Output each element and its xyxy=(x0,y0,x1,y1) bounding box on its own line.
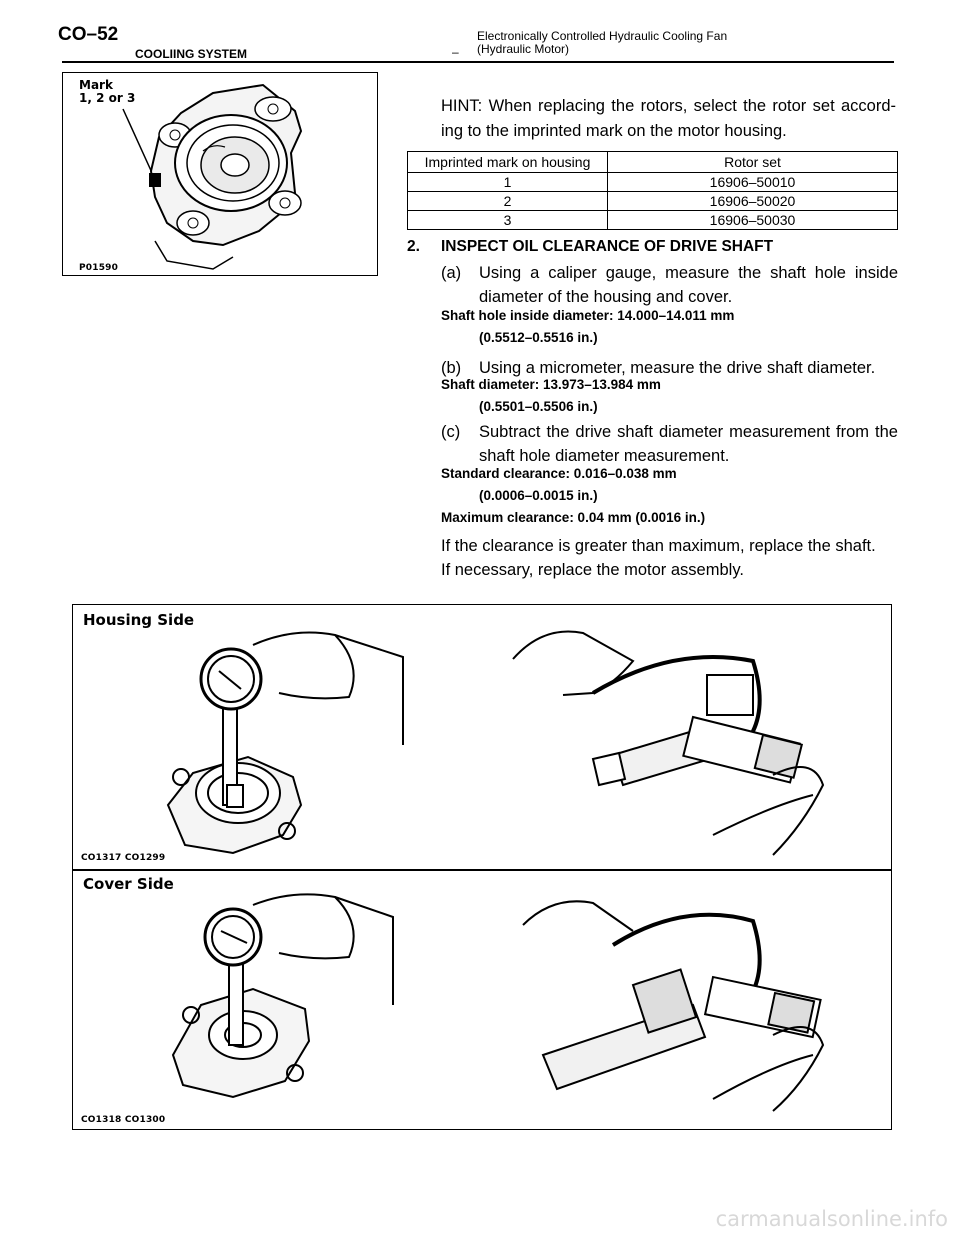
table-cell-mark: 2 xyxy=(408,192,608,211)
section-title xyxy=(477,30,727,56)
substep-a-label: (a) xyxy=(441,264,462,282)
page-number: CO–52 xyxy=(58,24,119,45)
replace-note-line2: If necessary, replace the motor assembly. xyxy=(441,561,744,579)
table-cell-mark: 3 xyxy=(408,211,608,230)
table-cell-rotor: 16906–50030 xyxy=(608,211,898,230)
substep-a xyxy=(441,261,898,309)
watermark-footer: carmanualsonline.info xyxy=(715,1207,948,1231)
section-title-line1: Electronically Controlled Hydraulic Cooling Fan xyxy=(477,29,728,43)
substep-c xyxy=(441,420,898,468)
substep-b-label: (b) xyxy=(441,359,462,377)
spec-shaft-diameter-line2: (0.5501–0.5506 in.) xyxy=(479,399,598,414)
hint-line1: HINT: When replacing the rotors, select the rotor set accord- xyxy=(441,97,896,115)
system-name: COOLIING SYSTEM xyxy=(135,47,248,61)
table-row xyxy=(408,211,898,230)
substep-a-text: Using a caliper gauge, measure the shaft hole inside diameter of the housing and cover. xyxy=(479,264,898,306)
spec-standard-clearance-inch: (0.0006–0.0015 in.) xyxy=(479,488,598,503)
mark-label-line2: 1, 2 or 3 xyxy=(79,91,136,105)
table-row xyxy=(408,173,898,192)
housing-mark-figure xyxy=(62,72,378,276)
spec-shaft-hole xyxy=(441,305,734,349)
table-cell-rotor: 16906–50010 xyxy=(608,173,898,192)
replace-note xyxy=(441,534,901,582)
hint-text xyxy=(441,94,896,144)
header-rule xyxy=(62,61,894,63)
measurement-figure xyxy=(72,604,892,1130)
table-header-mark: Imprinted mark on housing xyxy=(408,152,608,173)
section-title-line2: (Hydraulic Motor) xyxy=(477,42,570,56)
spec-maximum-clearance: Maximum clearance: 0.04 mm (0.0016 in.) xyxy=(441,510,706,525)
cover-side-title: Cover Side xyxy=(83,875,174,893)
step-title: INSPECT OIL CLEARANCE OF DRIVE SHAFT xyxy=(441,238,774,255)
mark-label-line1: Mark xyxy=(79,78,113,92)
substep-b-text: Using a micrometer, measure the drive shaft diameter. xyxy=(479,359,876,377)
housing-illustration xyxy=(63,73,378,276)
substep-c-text: Subtract the drive shaft diameter measurement from the shaft hole diameter measurement. xyxy=(479,423,898,465)
header-separator: – xyxy=(452,45,459,59)
spec-clearance xyxy=(441,463,705,529)
substep-c-label: (c) xyxy=(441,423,461,441)
housing-side-caption: CO1317 CO1299 xyxy=(81,853,166,863)
measurement-illustration xyxy=(73,605,892,1130)
step-number: 2. xyxy=(407,238,420,255)
spec-shaft-diameter-line1: Shaft diameter: 13.973–13.984 mm xyxy=(441,377,661,392)
rotor-set-table xyxy=(407,151,898,230)
figure1-caption: P01590 xyxy=(79,263,119,273)
hint-line2: ing to the imprinted mark on the motor housing. xyxy=(441,122,787,140)
spec-shaft-hole-line2: (0.5512–0.5516 in.) xyxy=(479,330,598,345)
table-header-rotor: Rotor set xyxy=(608,152,898,173)
replace-note-line1: If the clearance is greater than maximum, replace the shaft. xyxy=(441,537,876,555)
spec-standard-clearance: Standard clearance: 0.016–0.038 mm xyxy=(441,466,677,481)
table-cell-rotor: 16906–50020 xyxy=(608,192,898,211)
spec-shaft-diameter xyxy=(441,374,661,418)
table-cell-mark: 1 xyxy=(408,173,608,192)
table-row xyxy=(408,192,898,211)
spec-shaft-hole-line1: Shaft hole inside diameter: 14.000–14.011 mm xyxy=(441,308,735,323)
housing-side-title: Housing Side xyxy=(83,611,195,629)
step-heading xyxy=(407,238,773,256)
cover-side-caption: CO1318 CO1300 xyxy=(81,1115,166,1125)
table-header-row xyxy=(408,152,898,173)
